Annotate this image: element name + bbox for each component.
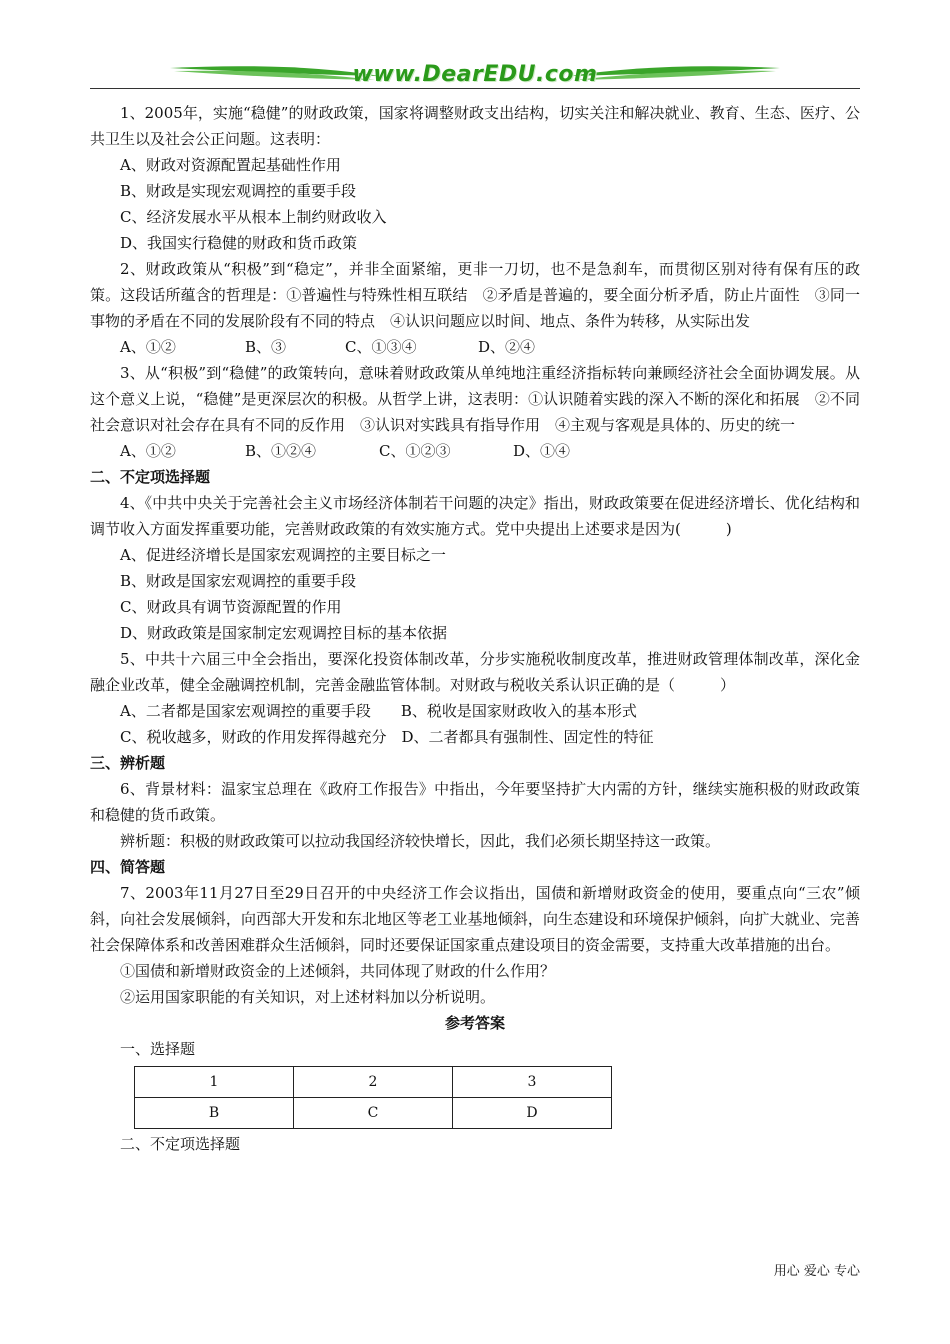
q4-option-d: D、财政政策是国家制定宏观调控目标的基本依据: [120, 624, 448, 642]
q4-option-b: B、财政是国家宏观调控的重要手段: [120, 572, 357, 590]
q2-option-b: B、③: [245, 338, 287, 356]
answer-num-1: 1: [135, 1067, 294, 1098]
q1-option-a: A、财政对资源配置起基础性作用: [120, 156, 341, 174]
q3-options: [90, 438, 860, 464]
section-4-heading: 四、简答题: [90, 858, 166, 876]
q3-option-d: D、①④: [513, 442, 571, 460]
q7-stem: 7、2003年11月27日至29日召开的中央经济工作会议指出，国债和新增财政资金的使用，要重点向“三农”倾斜，向社会发展倾斜，向西部大开发和东北地区等老工业基地倾斜，向生态建设和环境保护倾斜，向扩大就业、完善社会保障体系和改善困难群众生活倾斜，同时还要保证国家重点建设项目的资金需要，支持重大改革措施的出台。: [90, 884, 860, 954]
q3-option-c: C、①②③: [379, 442, 451, 460]
site-name: www.DearEDU.com: [352, 62, 598, 87]
q4-option-a: A、促进经济增长是国家宏观调控的主要目标之一: [120, 546, 446, 564]
answer-table-value-row: [135, 1098, 612, 1129]
section-2-heading: 二、不定项选择题: [90, 468, 211, 486]
q7-sub1: ①国债和新增财政资金的上述倾斜，共同体现了财政的什么作用？: [120, 962, 556, 980]
q3-option-b: B、①②④: [245, 442, 317, 460]
q6-material: 6、背景材料：温家宝总理在《政府工作报告》中指出，今年要坚持扩大内需的方针，继续实施积极的财政政策和稳健的货币政策。: [90, 780, 860, 824]
q2-option-c: C、①③④: [345, 338, 417, 356]
answers-section-1: 一、选择题: [120, 1040, 196, 1058]
q1-option-c: C、经济发展水平从根本上制约财政收入: [120, 208, 387, 226]
header-divider: [90, 88, 860, 89]
answer-table: [134, 1066, 612, 1129]
q3-stem: 3、从“积极”到“稳健”的政策转向，意味着财政政策从单纯地注重经济指标转向兼顾经济社会全面协调发展。从这个意义上说，“稳健”是更深层次的积极。从哲学上讲，这表明：①认识随着实践的深入不断的深化和拓展 ②不同社会意识对社会存在具有不同的反作用 ③认识对实践具有指导作用 ④主观与客观是具体的、历史的统一: [90, 364, 860, 434]
section-3-heading: 三、辨析题: [90, 754, 166, 772]
q3-option-a: A、①②: [120, 442, 176, 460]
q4-stem: 4、《中共中央关于完善社会主义市场经济体制若干问题的决定》指出，财政政策要在促进经济增长、优化结构和调节收入方面发挥重要功能，完善财政政策的有效实施方式。党中央提出上述要求是因为( ): [90, 494, 860, 538]
q2-options: [90, 334, 860, 360]
q4-option-c: C、财政具有调节资源配置的作用: [120, 598, 342, 616]
q2-stem: 2、财政政策从“积极”到“稳定”，并非全面紧缩，更非一刀切，也不是急刹车，而贯彻区别对待有保有压的政策。这段话所蕴含的哲理是：①普遍性与特殊性相互联结 ②矛盾是普遍的，要全面分析矛盾，防止片面性 ③同一事物的矛盾在不同的发展阶段有不同的特点 ④认识问题应以时间、地点、条件为转移，从实际出发: [90, 260, 860, 330]
answers-section-2: 二、不定项选择题: [120, 1135, 241, 1153]
answer-table-header-row: [135, 1067, 612, 1098]
answer-value-2: C: [294, 1098, 453, 1129]
q7-sub2: ②运用国家职能的有关知识，对上述材料加以分析说明。: [120, 988, 496, 1006]
q5-options-line1: A、二者都是国家宏观调控的重要手段 B、税收是国家财政收入的基本形式: [120, 702, 637, 720]
q5-options-line2: C、税收越多，财政的作用发挥得越充分 D、二者都具有强制性、固定性的特征: [120, 728, 654, 746]
q6-question: 辨析题：积极的财政政策可以拉动我国经济较快增长，因此，我们必须长期坚持这一政策。: [120, 832, 721, 850]
q2-option-d: D、②④: [478, 338, 536, 356]
q1-option-b: B、财政是实现宏观调控的重要手段: [120, 182, 357, 200]
q1-option-d: D、我国实行稳健的财政和货币政策: [120, 234, 358, 252]
page-footer: 用心 爱心 专心: [773, 1264, 860, 1279]
answers-title: 参考答案: [444, 1014, 505, 1032]
answer-value-3: D: [453, 1098, 612, 1129]
document-body: [90, 100, 860, 1157]
q1-stem: 1、2005年，实施“稳健”的财政政策，国家将调整财政支出结构，切实关注和解决就业、教育、生态、医疗、公共卫生以及社会公正问题。这表明：: [90, 104, 860, 148]
answer-value-1: B: [135, 1098, 294, 1129]
answer-num-2: 2: [294, 1067, 453, 1098]
q5-stem: 5、中共十六届三中全会指出，要深化投资体制改革，分步实施税收制度改革，推进财政管理体制改革，深化金融企业改革，健全金融调控机制，完善金融监管体制。对财政与税收关系认识正确的是（ ）: [90, 650, 860, 694]
q2-option-a: A、①②: [120, 338, 176, 356]
answer-num-3: 3: [453, 1067, 612, 1098]
